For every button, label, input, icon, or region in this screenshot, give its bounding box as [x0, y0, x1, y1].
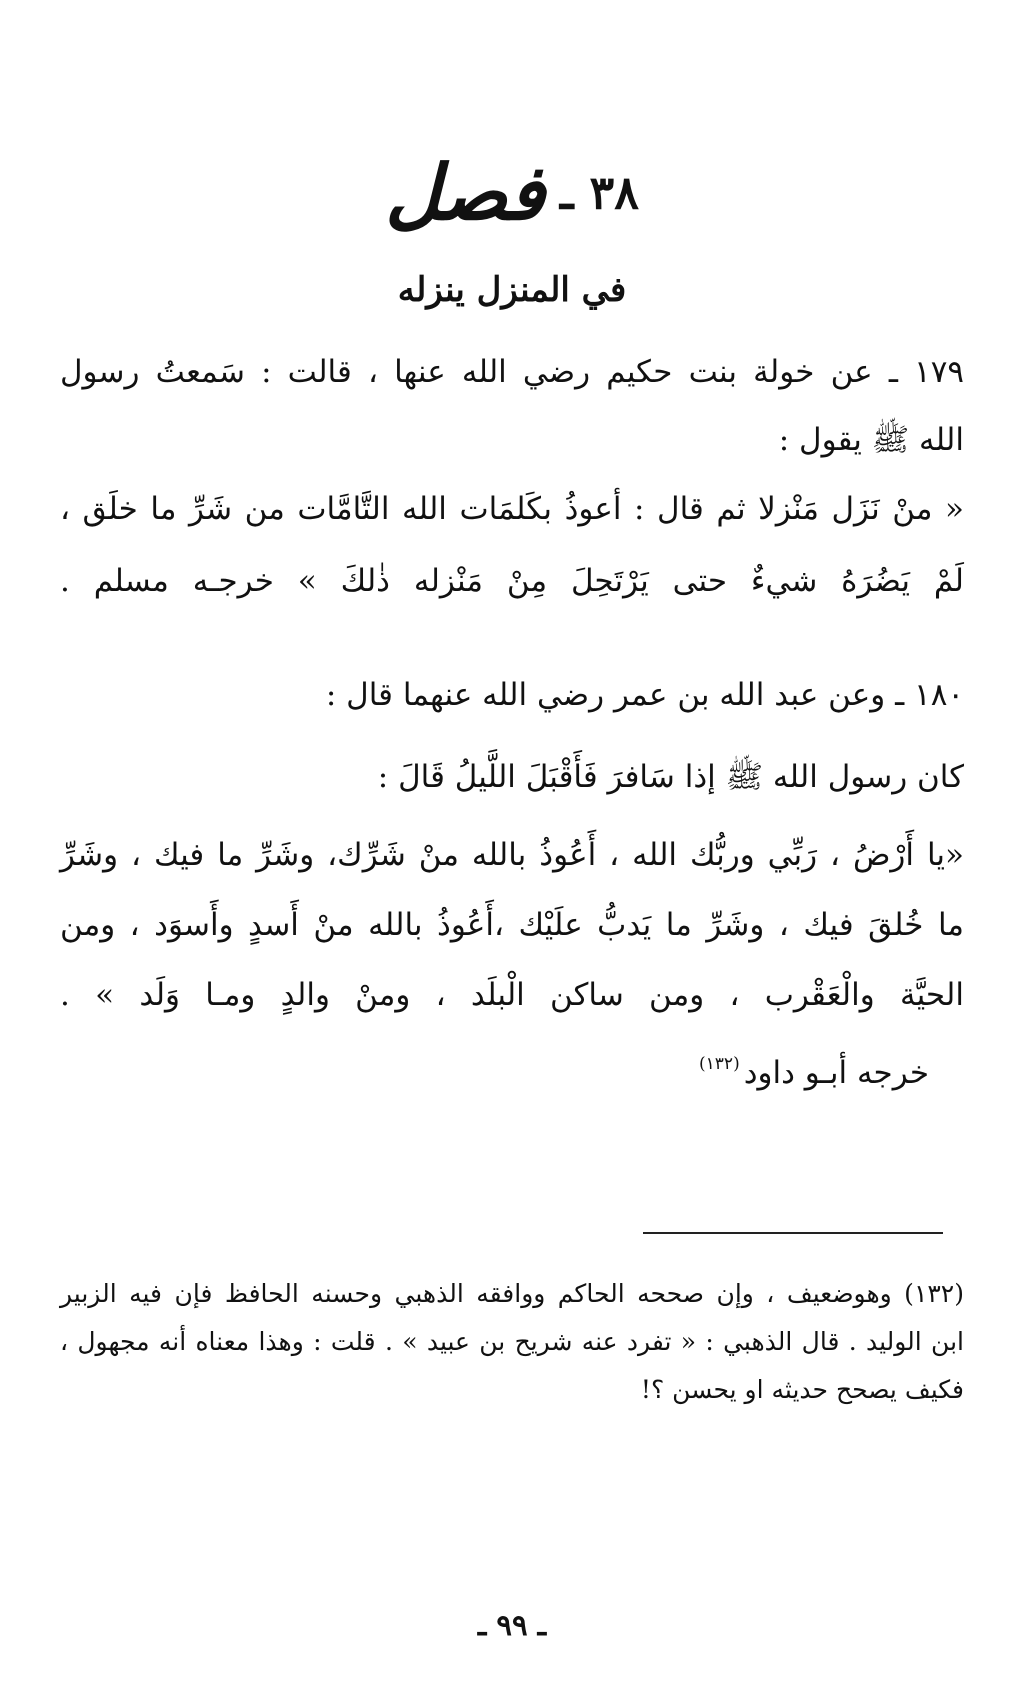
footnote-divider: [643, 1232, 943, 1234]
hadith-180-line-2: كان رسول الله ﷺ إذا سَافرَ فَأَقْبَلَ اللَّيلُ قَالَ :: [377, 759, 964, 795]
hadith-179-line-1: ١٧٩ ـ عن خولة بنت حكيم رضي الله عنها ، قالت : سَمعتُ رسول: [60, 354, 964, 390]
hadith-180-line-4: ما خُلقَ فيك ، وشَرِّ ما يَدبُّ علَيْك ،أَعُوذُ بالله منْ أَسدٍ وأَسوَد ، ومن: [60, 907, 964, 943]
chapter-title: فصل: [385, 148, 545, 237]
footnote-line-2: ابن الوليد . قال الذهبي : « تفرد عنه شريح بن عبيد » . قلت : وهذا معناه أنه مجهول ،: [60, 1327, 964, 1356]
hadith-180-source: خرجه أبـو داود: [743, 1055, 929, 1091]
hadith-179-line-4: لَمْ يَضُرَهُ شيءٌ حتى يَرْتَحِلَ مِنْ مَنْزله ذٰلكَ » خرجـه مسلم .: [60, 563, 964, 599]
footnote-line-3: فكيف يصحح حديثه او يحسن ؟!: [640, 1375, 964, 1404]
page-number: ـ ٩٩ ـ: [477, 1608, 547, 1642]
footnote-reference: (١٣٢): [699, 1054, 740, 1074]
footnote-line-1: (١٣٢) وهوضعيف ، وإن صححه الحاكم ووافقه الذهبي وحسنه الحافظ فإن فيه الزبير: [60, 1279, 964, 1308]
hadith-179-line-2: الله ﷺ يقول :: [778, 422, 964, 458]
hadith-180-line-5: الحيَّة والْعَقْرب ، ومن ساكن الْبلَد ، ومنْ والدٍ ومـا وَلَد » .: [60, 977, 964, 1013]
chapter-heading: [0, 148, 1024, 237]
hadith-179-line-3: « منْ نَزَل مَنْزلا ثم قال : أعوذُ بكَلمَات الله التَّامَّات من شَرِّ ما خلَق ،: [60, 491, 964, 527]
chapter-subtitle: في المنزل ينزله: [397, 270, 627, 310]
hadith-180-line-6: [60, 1042, 929, 1095]
hadith-180-line-3: «يا أَرْضُ ، رَبِّي وربُّك الله ، أَعُوذُ بالله منْ شَرِّك، وشَرِّ ما فيك ، وشَرِّ: [60, 837, 964, 873]
hadith-180-line-1: ١٨٠ ـ وعن عبد الله بن عمر رضي الله عنهما قال :: [325, 677, 964, 713]
chapter-number: ٣٨ ـ: [559, 165, 639, 220]
